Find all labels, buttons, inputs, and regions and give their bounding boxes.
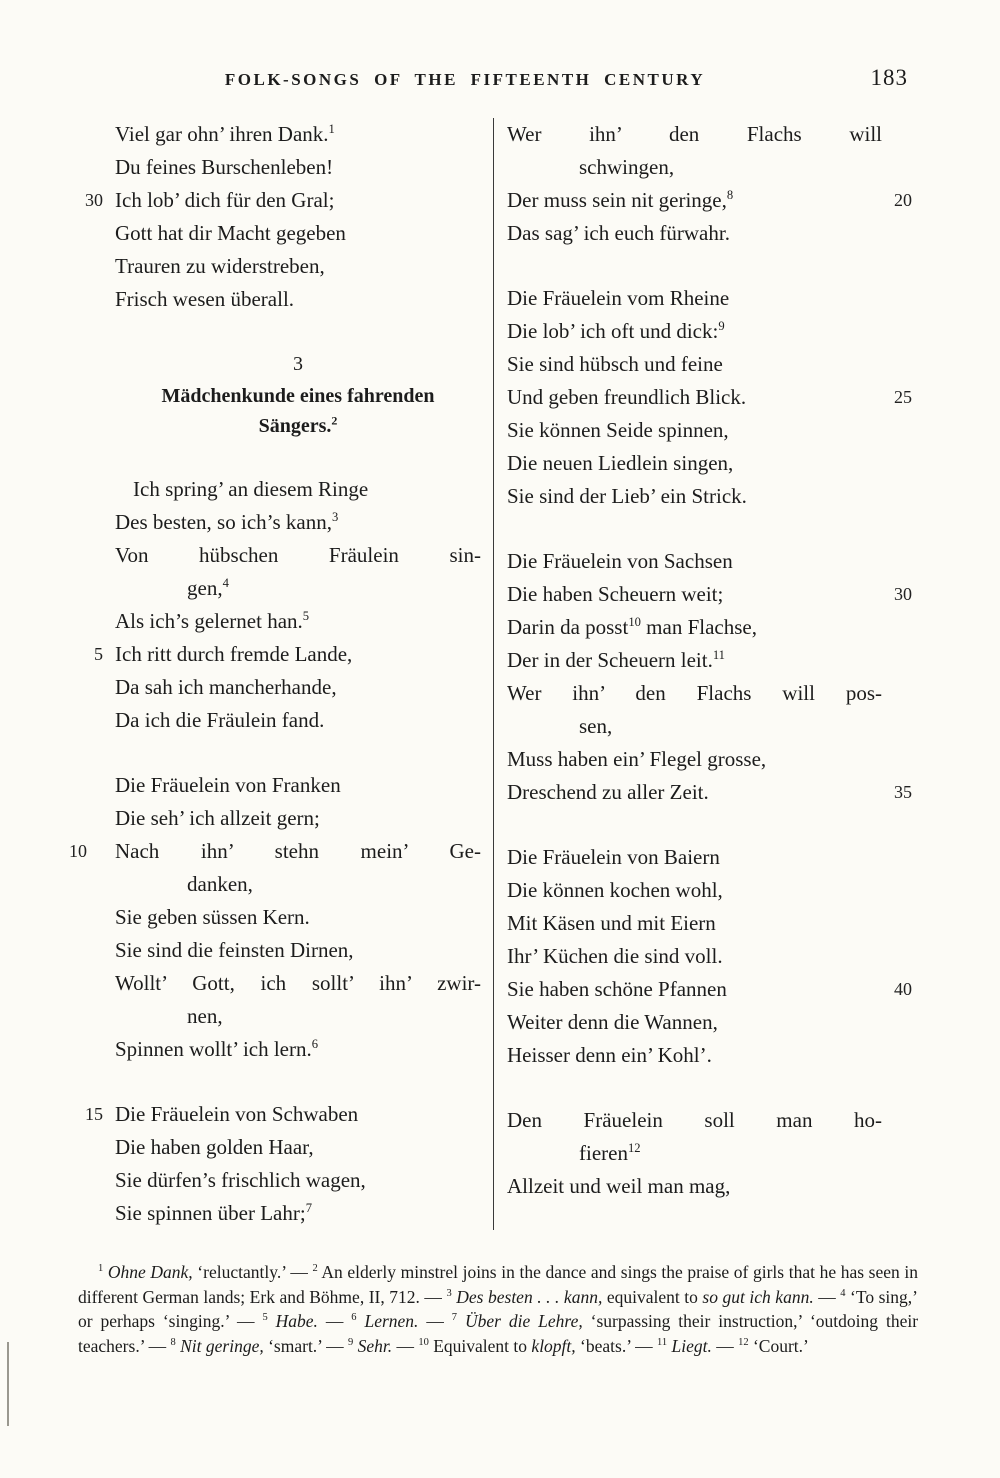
poem-line: Sie dürfen’s frischlich wagen, bbox=[115, 1168, 366, 1192]
stanza bbox=[85, 1098, 481, 1230]
line-number: 35 bbox=[894, 782, 912, 802]
poem-line: Viel gar ohn’ ihren Dank.$^1$ bbox=[115, 122, 335, 146]
poem-line: Frisch wesen überall. bbox=[115, 287, 295, 311]
stanza bbox=[507, 545, 912, 809]
poem-line: Von hübschen Fräulein sin- bbox=[115, 543, 481, 567]
page-number: 183 bbox=[870, 65, 908, 90]
poem-line: Sie sind hübsch und feine bbox=[507, 352, 723, 376]
poem-line: Die Fräuelein vom Rheine bbox=[507, 286, 730, 310]
poem-line: Die Fräuelein von Baiern bbox=[507, 845, 720, 869]
section-title: Mädchenkunde eines fahrenden bbox=[161, 385, 435, 407]
footnotes bbox=[78, 1260, 918, 1358]
poem-line: Wer ihn’ den Flachs will pos- bbox=[507, 681, 882, 705]
left-column bbox=[69, 118, 481, 1230]
line-number: 10 bbox=[69, 841, 87, 861]
section-heading bbox=[115, 348, 481, 441]
poem-line: Du feines Burschenleben! bbox=[115, 155, 334, 179]
line-number: 25 bbox=[894, 387, 912, 407]
section-number: 3 bbox=[293, 353, 303, 375]
poem-line: gen,$^4$ bbox=[187, 576, 229, 600]
poem-line: Die Fräuelein von Franken bbox=[115, 773, 341, 797]
stanza bbox=[85, 118, 481, 316]
running-title: FOLK-SONGS OF THE FIFTEENTH CENTURY bbox=[224, 70, 706, 89]
poem-line: sen, bbox=[579, 714, 613, 738]
poem-line: Das sag’ ich euch fürwahr. bbox=[507, 221, 730, 245]
poem-line: Die können kochen wohl, bbox=[507, 878, 723, 902]
poem-line: Da ich die Fräulein fand. bbox=[115, 708, 325, 732]
poem-line: Die seh’ ich allzeit gern; bbox=[115, 806, 320, 830]
poem-line: Ich lob’ dich für den Gral; 30 bbox=[115, 184, 481, 217]
poem-line: Die haben golden Haar, bbox=[115, 1135, 314, 1159]
right-column bbox=[507, 118, 912, 1230]
poem-line: Wollt’ Gott, ich sollt’ ihn’ zwir- bbox=[115, 971, 481, 995]
poem-line: Der in der Scheuern leit.$^{11}$ bbox=[507, 648, 725, 672]
stanza bbox=[69, 769, 481, 1066]
poem-line: Die neuen Liedlein singen, bbox=[507, 451, 734, 475]
poem-line: Mit Käsen und mit Eiern bbox=[507, 911, 716, 935]
poem-line: Heisser denn ein’ Kohl’. bbox=[507, 1043, 712, 1067]
poem-line: Sie geben süssen Kern. bbox=[115, 905, 310, 929]
poem-line: Sie sind die feinsten Dirnen, bbox=[115, 938, 354, 962]
poem-line: Sie spinnen über Lahr;$^7$ bbox=[115, 1201, 312, 1225]
poem-line: Ihr’ Küchen die sind voll. bbox=[507, 944, 723, 968]
poem-line: schwingen, bbox=[579, 155, 675, 179]
line-number: 15 bbox=[85, 1104, 103, 1124]
poem-line: Darin da posst$^{10}$ man Flachse, bbox=[507, 615, 757, 639]
poem-line: Spinnen wollt’ ich lern.$^6$ bbox=[115, 1037, 319, 1061]
poem-line: Die lob’ ich oft und dick:$^9$ bbox=[507, 319, 725, 343]
poem-line: Weiter denn die Wannen, bbox=[507, 1010, 718, 1034]
poem-line: Gott hat dir Macht gegeben bbox=[115, 221, 346, 245]
line-number: 30 bbox=[85, 190, 103, 210]
line-number: 20 bbox=[894, 190, 912, 210]
scan-artifact-line bbox=[7, 1342, 9, 1426]
poem-line: Sie haben schöne Pfannen 40 bbox=[507, 973, 882, 1006]
poem-line: Der muss sein nit geringe,$^8$ 20 bbox=[507, 184, 882, 217]
poem-line: Ich spring’ an diesem Ringe bbox=[133, 477, 369, 501]
section-title: Sängers.$^2$ bbox=[258, 413, 338, 437]
poem-line: nen, bbox=[187, 1004, 223, 1028]
poem-line: Ich ritt durch fremde Lande, 5 bbox=[115, 638, 481, 671]
poem-line: Muss haben ein’ Flegel grosse, bbox=[507, 747, 767, 771]
poem-line: Allzeit und weil man mag, bbox=[507, 1174, 731, 1198]
poem-line: Nach ihn’ stehn mein’ Ge- 10 bbox=[115, 835, 481, 868]
poem-line: Da sah ich mancherhande, bbox=[115, 675, 337, 699]
poem-line: fieren$^{12}$ bbox=[579, 1141, 641, 1165]
footnotes-text: $^1$ Ohne Dank, ‘reluctantly.’ — $^2$ An elderly minstrel joins in the dance and sings the praise of girls that he has seen in different German lands; Erk and Böhme, II, 712. — $^3$ Des besten . . . kann, equivalent to so gut ich kann. — $^4$ ‘To sing,’ or perhaps ‘singing.’ — $^5$ Habe. — $^6$ Lernen. — $^7$ Über die Lehre, ‘surpassing their instruction,’ ‘outdoing their teachers.’ — $^8$ Nit geringe, ‘smart.’ — $^9$ Sehr. — $^{10}$ Equivalent to klopft, ‘beats.’ — $^{11}$ Liegt. — $^{12}$ ‘Court.’ bbox=[78, 1262, 919, 1356]
poem-line: Wer ihn’ den Flachs will bbox=[507, 122, 882, 146]
column-divider bbox=[493, 118, 494, 1230]
page-header-row bbox=[115, 65, 908, 104]
stanza bbox=[507, 282, 912, 513]
poem-line: Und geben freundlich Blick. 25 bbox=[507, 381, 882, 414]
stanza bbox=[507, 118, 912, 250]
poem-line: Die haben Scheuern weit; 30 bbox=[507, 578, 882, 611]
poem-line: Die Fräuelein von Sachsen bbox=[507, 549, 733, 573]
line-number: 5 bbox=[94, 644, 103, 664]
line-number: 40 bbox=[894, 979, 912, 999]
stanza bbox=[507, 841, 912, 1072]
poem-line: Trauren zu widerstreben, bbox=[115, 254, 325, 278]
poem-line: Den Fräuelein soll man ho- bbox=[507, 1108, 882, 1132]
line-number: 30 bbox=[894, 584, 912, 604]
poem-line: danken, bbox=[187, 872, 253, 896]
poem-line: Die Fräuelein von Schwaben 15 bbox=[115, 1098, 481, 1131]
stanza bbox=[507, 1104, 882, 1203]
poem-line: Dreschend zu aller Zeit. 35 bbox=[507, 776, 882, 809]
poem-columns bbox=[69, 118, 912, 1230]
poem-line: Sie können Seide spinnen, bbox=[507, 418, 729, 442]
poem-line: Sie sind der Lieb’ ein Strick. bbox=[507, 484, 747, 508]
poem-line: Des besten, so ich’s kann,$^3$ bbox=[115, 510, 339, 534]
poem-line: Als ich’s gelernet han.$^5$ bbox=[115, 609, 310, 633]
stanza bbox=[94, 473, 481, 737]
